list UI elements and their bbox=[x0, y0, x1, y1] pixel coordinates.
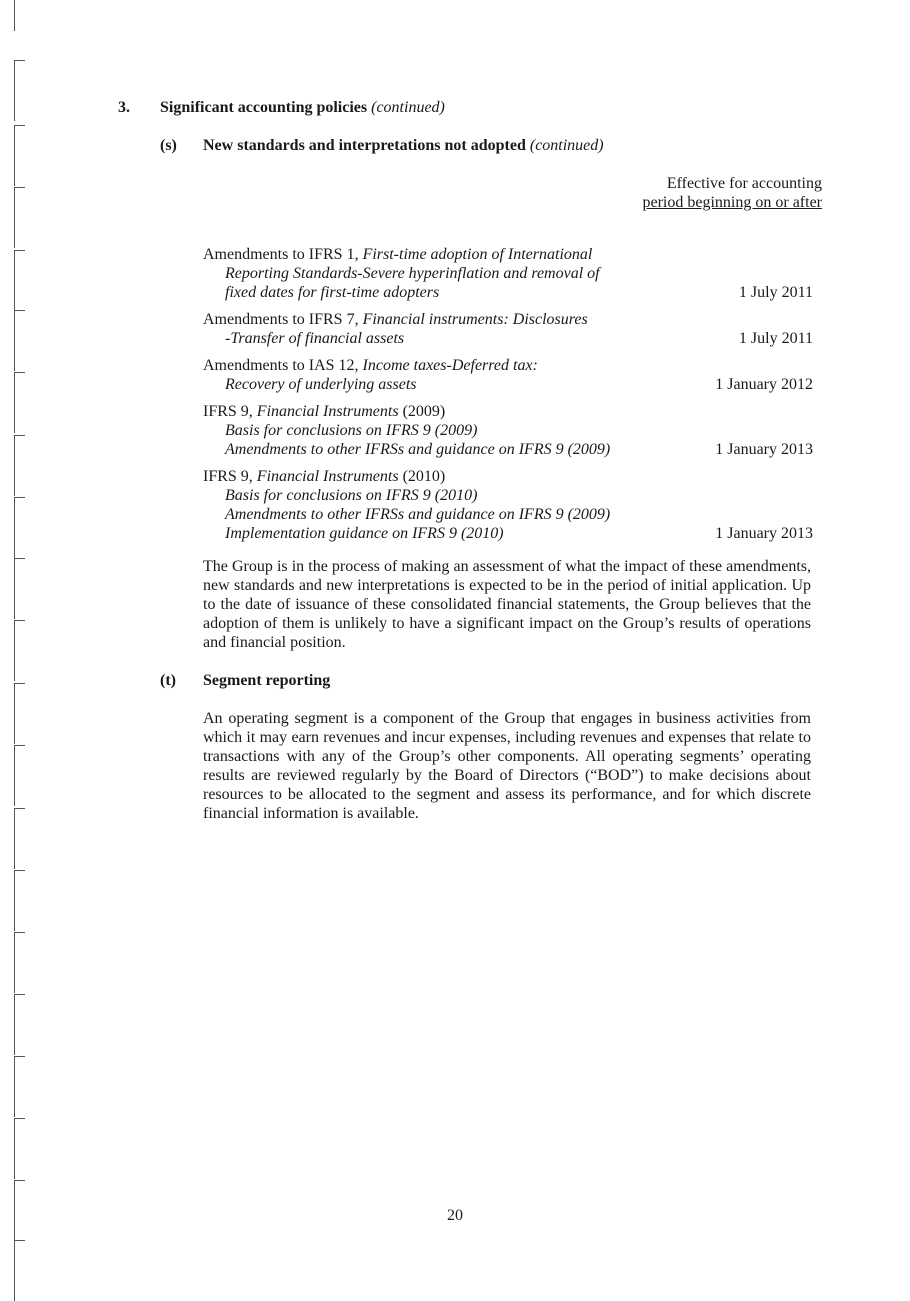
standard-lead-text: IFRS 9, bbox=[203, 403, 257, 420]
standard-effective-date: 1 January 2013 bbox=[715, 525, 813, 542]
section-title-text: Significant accounting policies bbox=[160, 99, 368, 116]
binding-bracket bbox=[14, 932, 25, 993]
subsection-t-label: (t) bbox=[160, 672, 176, 689]
binding-marks bbox=[8, 0, 30, 1287]
binding-bracket bbox=[14, 0, 25, 31]
standard-line: Reporting Standards-Severe hyperinflation and removal of bbox=[225, 265, 600, 282]
standard-row bbox=[203, 310, 813, 348]
standard-row bbox=[203, 356, 813, 394]
effective-header-line2: period beginning on or after bbox=[642, 194, 822, 211]
binding-bracket bbox=[14, 808, 25, 869]
binding-bracket bbox=[14, 994, 25, 1055]
standard-row bbox=[203, 467, 813, 543]
standard-lead-italic: Financial Instruments bbox=[256, 403, 399, 420]
standard-effective-date: 1 January 2013 bbox=[715, 441, 813, 458]
standard-row bbox=[203, 245, 813, 302]
binding-bracket bbox=[14, 250, 25, 311]
effective-date-header bbox=[562, 174, 822, 212]
binding-bracket bbox=[14, 745, 25, 806]
standard-lead-tail: (2009) bbox=[398, 403, 446, 420]
standard-lead-italic: First-time adoption of International bbox=[362, 246, 593, 263]
standard-lead-text: IFRS 9, bbox=[203, 468, 257, 485]
standard-line: -Transfer of financial assets bbox=[225, 330, 405, 347]
standard-lead-italic: Income taxes-Deferred tax: bbox=[362, 357, 538, 374]
standard-line: Recovery of underlying assets bbox=[225, 376, 417, 393]
binding-bracket bbox=[14, 310, 25, 371]
standard-lead bbox=[203, 467, 683, 486]
binding-bracket bbox=[14, 372, 25, 433]
standard-row bbox=[203, 402, 813, 459]
page-number: 20 bbox=[447, 1207, 463, 1224]
effective-header-line1: Effective for accounting bbox=[666, 175, 822, 192]
standard-lead bbox=[203, 245, 683, 264]
impact-assessment-paragraph: The Group is in the process of making an assessment of what the impact of these amendments, new standards and new interpretations is expected to be in the period of initial application. Up to the date of issuance of these consolidated financial statements, the Group believes that the adoption of them is unlikely to have a significant impact on the Group’s results of operations and financial position. bbox=[203, 558, 811, 651]
section-title-suffix: (continued) bbox=[371, 99, 445, 116]
standard-line: fixed dates for first-time adopters bbox=[225, 284, 440, 301]
standard-line: Amendments to other IFRSs and guidance on IFRS 9 (2009) bbox=[225, 506, 611, 523]
standard-line: Basis for conclusions on IFRS 9 (2010) bbox=[225, 487, 478, 504]
subsection-s-title-text: New standards and interpretations not adopted bbox=[203, 137, 526, 154]
standard-effective-date: 1 July 2011 bbox=[738, 284, 813, 301]
binding-bracket bbox=[14, 435, 25, 496]
binding-bracket bbox=[14, 497, 25, 558]
section-title bbox=[160, 98, 445, 117]
standard-description bbox=[203, 402, 683, 459]
standard-line: Amendments to other IFRSs and guidance on IFRS 9 (2009) bbox=[225, 441, 611, 458]
standard-description bbox=[203, 356, 683, 394]
binding-bracket bbox=[14, 1056, 25, 1117]
standard-effective-date: 1 July 2011 bbox=[738, 330, 813, 347]
binding-bracket bbox=[14, 1118, 25, 1179]
standard-lead-text: Amendments to IFRS 7, bbox=[203, 311, 363, 328]
binding-bracket bbox=[14, 60, 25, 121]
standard-line: Implementation guidance on IFRS 9 (2010) bbox=[225, 525, 504, 542]
standard-description bbox=[203, 245, 683, 302]
binding-bracket bbox=[14, 870, 25, 931]
standards-table bbox=[203, 245, 813, 551]
binding-bracket bbox=[14, 187, 25, 248]
standard-line: Basis for conclusions on IFRS 9 (2009) bbox=[225, 422, 478, 439]
subsection-s-title bbox=[203, 136, 604, 155]
standard-effective-date: 1 January 2012 bbox=[715, 376, 813, 393]
subsection-t-title: Segment reporting bbox=[203, 672, 331, 689]
section-number: 3. bbox=[118, 99, 130, 116]
standard-description bbox=[203, 310, 683, 348]
standard-lead-tail: (2010) bbox=[398, 468, 446, 485]
standard-lead bbox=[203, 402, 683, 421]
binding-bracket bbox=[14, 1240, 25, 1301]
segment-reporting-paragraph: An operating segment is a component of the Group that engages in business activities from which it may earn revenues and incur expenses, including revenues and expenses that relate to transactions with any of the Group’s other components. All operating segments’ operating results are reviewed regularly by the Board of Directors (“BOD”) to make decisions about resources to be allocated to the segment and assess its performance, and for which discrete financial information is available. bbox=[203, 710, 811, 822]
binding-bracket bbox=[14, 683, 25, 744]
standard-lead-italic: Financial instruments: Disclosures bbox=[362, 311, 588, 328]
subsection-s-label: (s) bbox=[160, 137, 177, 154]
standard-description bbox=[203, 467, 683, 543]
standard-lead-text: Amendments to IFRS 1, bbox=[203, 246, 363, 263]
standard-lead bbox=[203, 310, 683, 329]
binding-bracket bbox=[14, 558, 25, 619]
binding-bracket bbox=[14, 125, 25, 186]
binding-bracket bbox=[14, 620, 25, 681]
standard-lead bbox=[203, 356, 683, 375]
standard-lead-text: Amendments to IAS 12, bbox=[203, 357, 363, 374]
subsection-s-title-suffix: (continued) bbox=[529, 137, 604, 154]
standard-lead-italic: Financial Instruments bbox=[256, 468, 399, 485]
